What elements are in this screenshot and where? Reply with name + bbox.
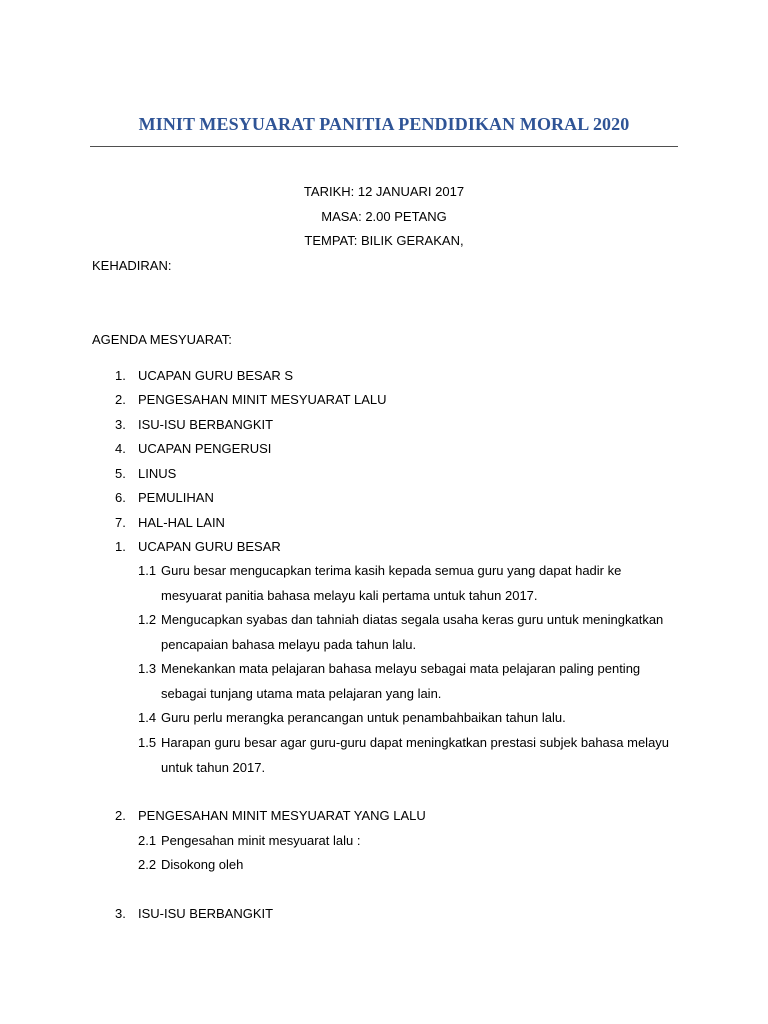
subitem-text-continued: sebagai tunjang utama mata pelajaran yang lain. — [161, 686, 442, 701]
agenda-number: 2. — [115, 392, 126, 407]
agenda-item: PEMULIHAN — [138, 490, 214, 505]
agenda-item: LINUS — [138, 466, 177, 481]
subitem-number: 2.1 — [138, 833, 157, 848]
subitem-number: 1.2 — [138, 612, 157, 627]
section-heading: ISU-ISU BERBANGKIT — [138, 906, 274, 921]
attendance-label: KEHADIRAN: — [92, 258, 172, 273]
subitem-text: Harapan guru besar agar guru-guru dapat meningkatkan prestasi subjek bahasa melayu — [161, 735, 670, 750]
agenda-label: AGENDA MESYUARAT: — [92, 332, 232, 347]
agenda-item: UCAPAN PENGERUSI — [138, 441, 272, 456]
subitem-text-continued: pencapaian bahasa melayu pada tahun lalu. — [161, 637, 417, 652]
agenda-item: UCAPAN GURU BESAR S — [138, 368, 294, 383]
agenda-item: HAL-HAL LAIN — [138, 515, 225, 530]
section-number: 1. — [115, 539, 126, 554]
subitem-number: 1.1 — [138, 563, 157, 578]
subitem-number: 1.4 — [138, 710, 157, 725]
document-title: MINIT MESYUARAT PANITIA PENDIDIKAN MORAL 2020 — [138, 114, 630, 134]
subitem-text: Pengesahan minit mesyuarat lalu : — [161, 833, 361, 848]
section-heading: UCAPAN GURU BESAR — [138, 539, 281, 554]
subitem-number: 2.2 — [138, 857, 157, 872]
agenda-number: 1. — [115, 368, 126, 383]
subitem-text-continued: untuk tahun 2017. — [161, 760, 266, 775]
agenda-number: 3. — [115, 417, 126, 432]
section-number: 3. — [115, 906, 126, 921]
meeting-date: TARIKH: 12 JANUARI 2017 — [303, 184, 465, 199]
subitem-text: Disokong oleh — [161, 857, 244, 872]
agenda-number: 4. — [115, 441, 126, 456]
subitem-text: Menekankan mata pelajaran bahasa melayu sebagai mata pelajaran paling penting — [161, 661, 641, 676]
subitem-text: Mengucapkan syabas dan tahniah diatas segala usaha keras guru untuk meningkatkan — [161, 612, 664, 627]
agenda-item: PENGESAHAN MINIT MESYUARAT LALU — [138, 392, 387, 407]
agenda-number: 5. — [115, 466, 126, 481]
subitem-number: 1.5 — [138, 735, 157, 750]
meeting-time: MASA: 2.00 PETANG — [321, 209, 447, 224]
title-divider — [90, 146, 678, 147]
subitem-text: Guru perlu merangka perancangan untuk penambahbaikan tahun lalu. — [161, 710, 566, 725]
meeting-place: TEMPAT: BILIK GERAKAN, — [304, 233, 464, 248]
section-number: 2. — [115, 808, 126, 823]
section-heading: PENGESAHAN MINIT MESYUARAT YANG LALU — [138, 808, 426, 823]
agenda-item: ISU-ISU BERBANGKIT — [138, 417, 274, 432]
agenda-number: 6. — [115, 490, 126, 505]
subitem-number: 1.3 — [138, 661, 157, 676]
subitem-text: Guru besar mengucapkan terima kasih kepada semua guru yang dapat hadir ke — [161, 563, 622, 578]
agenda-number: 7. — [115, 515, 126, 530]
subitem-text-continued: mesyuarat panitia bahasa melayu kali pertama untuk tahun 2017. — [161, 588, 538, 603]
